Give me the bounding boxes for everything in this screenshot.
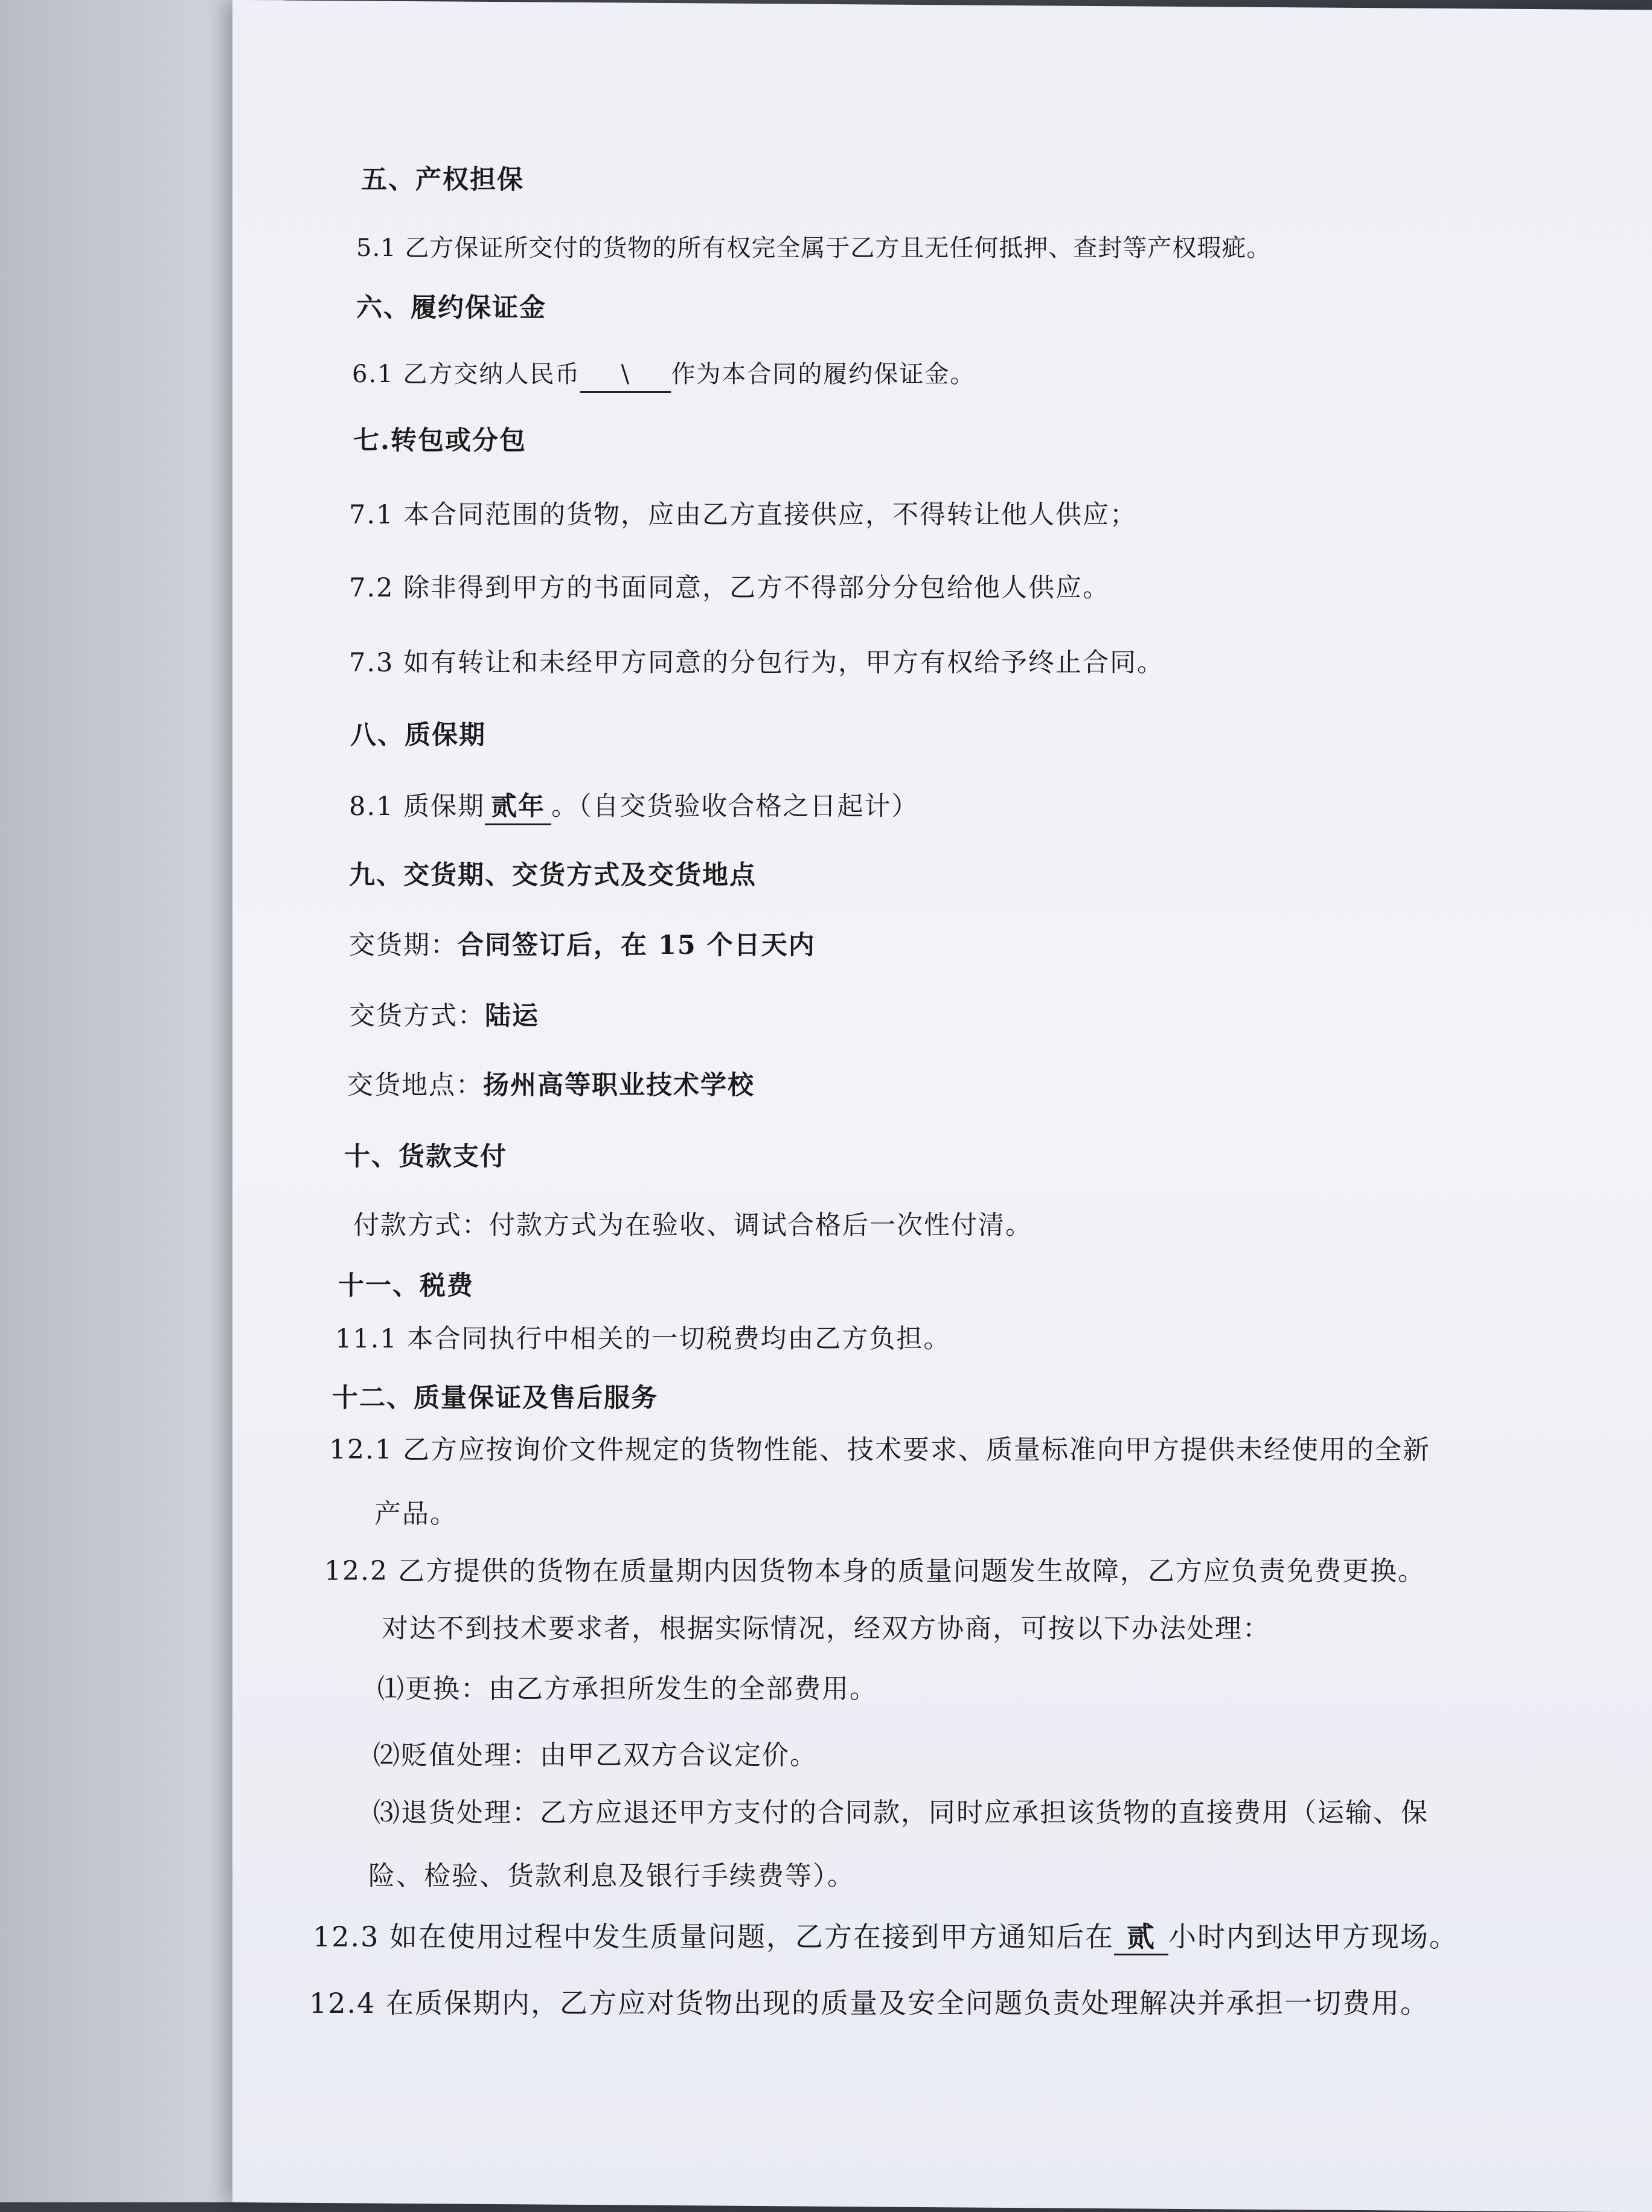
clause-12-2-cont: 对达不到技术要求者，根据实际情况，经双方协商，可按以下办法处理： (382, 1613, 1270, 1644)
clause-12-2-option-1: ⑴更换：由乙方承担所发生的全部费用。 (377, 1673, 877, 1704)
clause-7-3: 7.3 如有转让和未经甲方同意的分包行为，甲方有权给予终止合同。 (349, 648, 1165, 678)
clause-11-1: 11.1 本合同执行中相关的一切税费均由乙方负担。 (335, 1324, 951, 1354)
delivery-place (347, 1069, 755, 1102)
clause-8-1-text-end: 。（自交货验收合格之日起计） (551, 791, 919, 822)
clause-12-3-text: 12.3 如在使用过程中发生质量问题，乙方在接到甲方通知后在 (313, 1920, 1115, 1953)
warranty-period-fill: 贰年 (485, 790, 551, 825)
clause-6-1 (352, 357, 975, 393)
section-7-heading: 七.转包或分包 (353, 426, 527, 456)
delivery-place-value: 扬州高等职业技术学校 (483, 1070, 755, 1101)
clause-7-2: 7.2 除非得到甲方的书面同意，乙方不得部分分包给他人供应。 (349, 573, 1110, 603)
delivery-method-value: 陆运 (485, 1001, 539, 1031)
clause-12-2: 12.2 乙方提供的货物在质量期内因货物本身的质量问题发生故障，乙方应负责免费更换。 (324, 1556, 1426, 1587)
clause-7-1: 7.1 本合同范围的货物，应由乙方直接供应，不得转让他人供应； (349, 500, 1138, 530)
delivery-method-label: 交货方式： (349, 1001, 485, 1031)
clause-12-2-option-2: ⑵贬值处理：由甲乙双方合议定价。 (373, 1740, 818, 1771)
delivery-period-value: 合同签订后，在 15 个日天内 (458, 930, 816, 961)
delivery-period (349, 929, 816, 962)
section-9-heading: 九、交货期、交货方式及交货地点 (349, 860, 757, 890)
clause-12-1: 12.1 乙方应按询价文件规定的货物性能、技术要求、质量标准向甲方提供未经使用的全新 (329, 1434, 1430, 1465)
section-8-heading: 八、质保期 (350, 720, 486, 750)
section-5-heading: 五、产权担保 (361, 165, 524, 195)
clause-8-1 (349, 790, 919, 825)
deposit-amount-blank: \ (580, 357, 671, 393)
delivery-method (349, 999, 539, 1033)
clause-5-1: 5.1 乙方保证所交付的货物的所有权完全属于乙方且无任何抵押、查封等产权瑕疵。 (356, 234, 1272, 262)
clause-12-3 (313, 1920, 1458, 1955)
section-10-heading: 十、货款支付 (344, 1142, 507, 1172)
section-12-heading: 十二、质量保证及售后服务 (332, 1383, 658, 1413)
delivery-period-label: 交货期： (349, 930, 458, 961)
delivery-place-label: 交货地点： (347, 1070, 483, 1101)
clause-12-4: 12.4 在质保期内，乙方应对货物出现的质量及安全问题负责处理解决并承担一切费用。 (309, 1987, 1430, 2019)
section-11-heading: 十一、税费 (338, 1271, 474, 1301)
section-6-heading: 六、履约保证金 (356, 293, 546, 323)
payment-method: 付款方式：付款方式为在验收、调试合格后一次性付清。 (353, 1210, 1032, 1241)
clause-8-1-text: 8.1 质保期 (349, 791, 485, 822)
clause-12-3-text-end: 小时内到达甲方现场。 (1168, 1920, 1459, 1953)
response-hours-fill: 贰 (1114, 1920, 1168, 1955)
clause-6-1-text: 6.1 乙方交纳人民币 (352, 360, 581, 388)
clause-12-2-option-3-cont: 险、检验、货款利息及银行手续费等）。 (368, 1861, 855, 1891)
clause-12-1-cont: 产品。 (374, 1498, 458, 1529)
clause-6-1-text-end: 作为本合同的履约保证金。 (671, 360, 976, 388)
clause-12-2-option-3: ⑶退货处理：乙方应退还甲方支付的合同款，同时应承担该货物的直接费用（运输、保 (373, 1797, 1429, 1828)
